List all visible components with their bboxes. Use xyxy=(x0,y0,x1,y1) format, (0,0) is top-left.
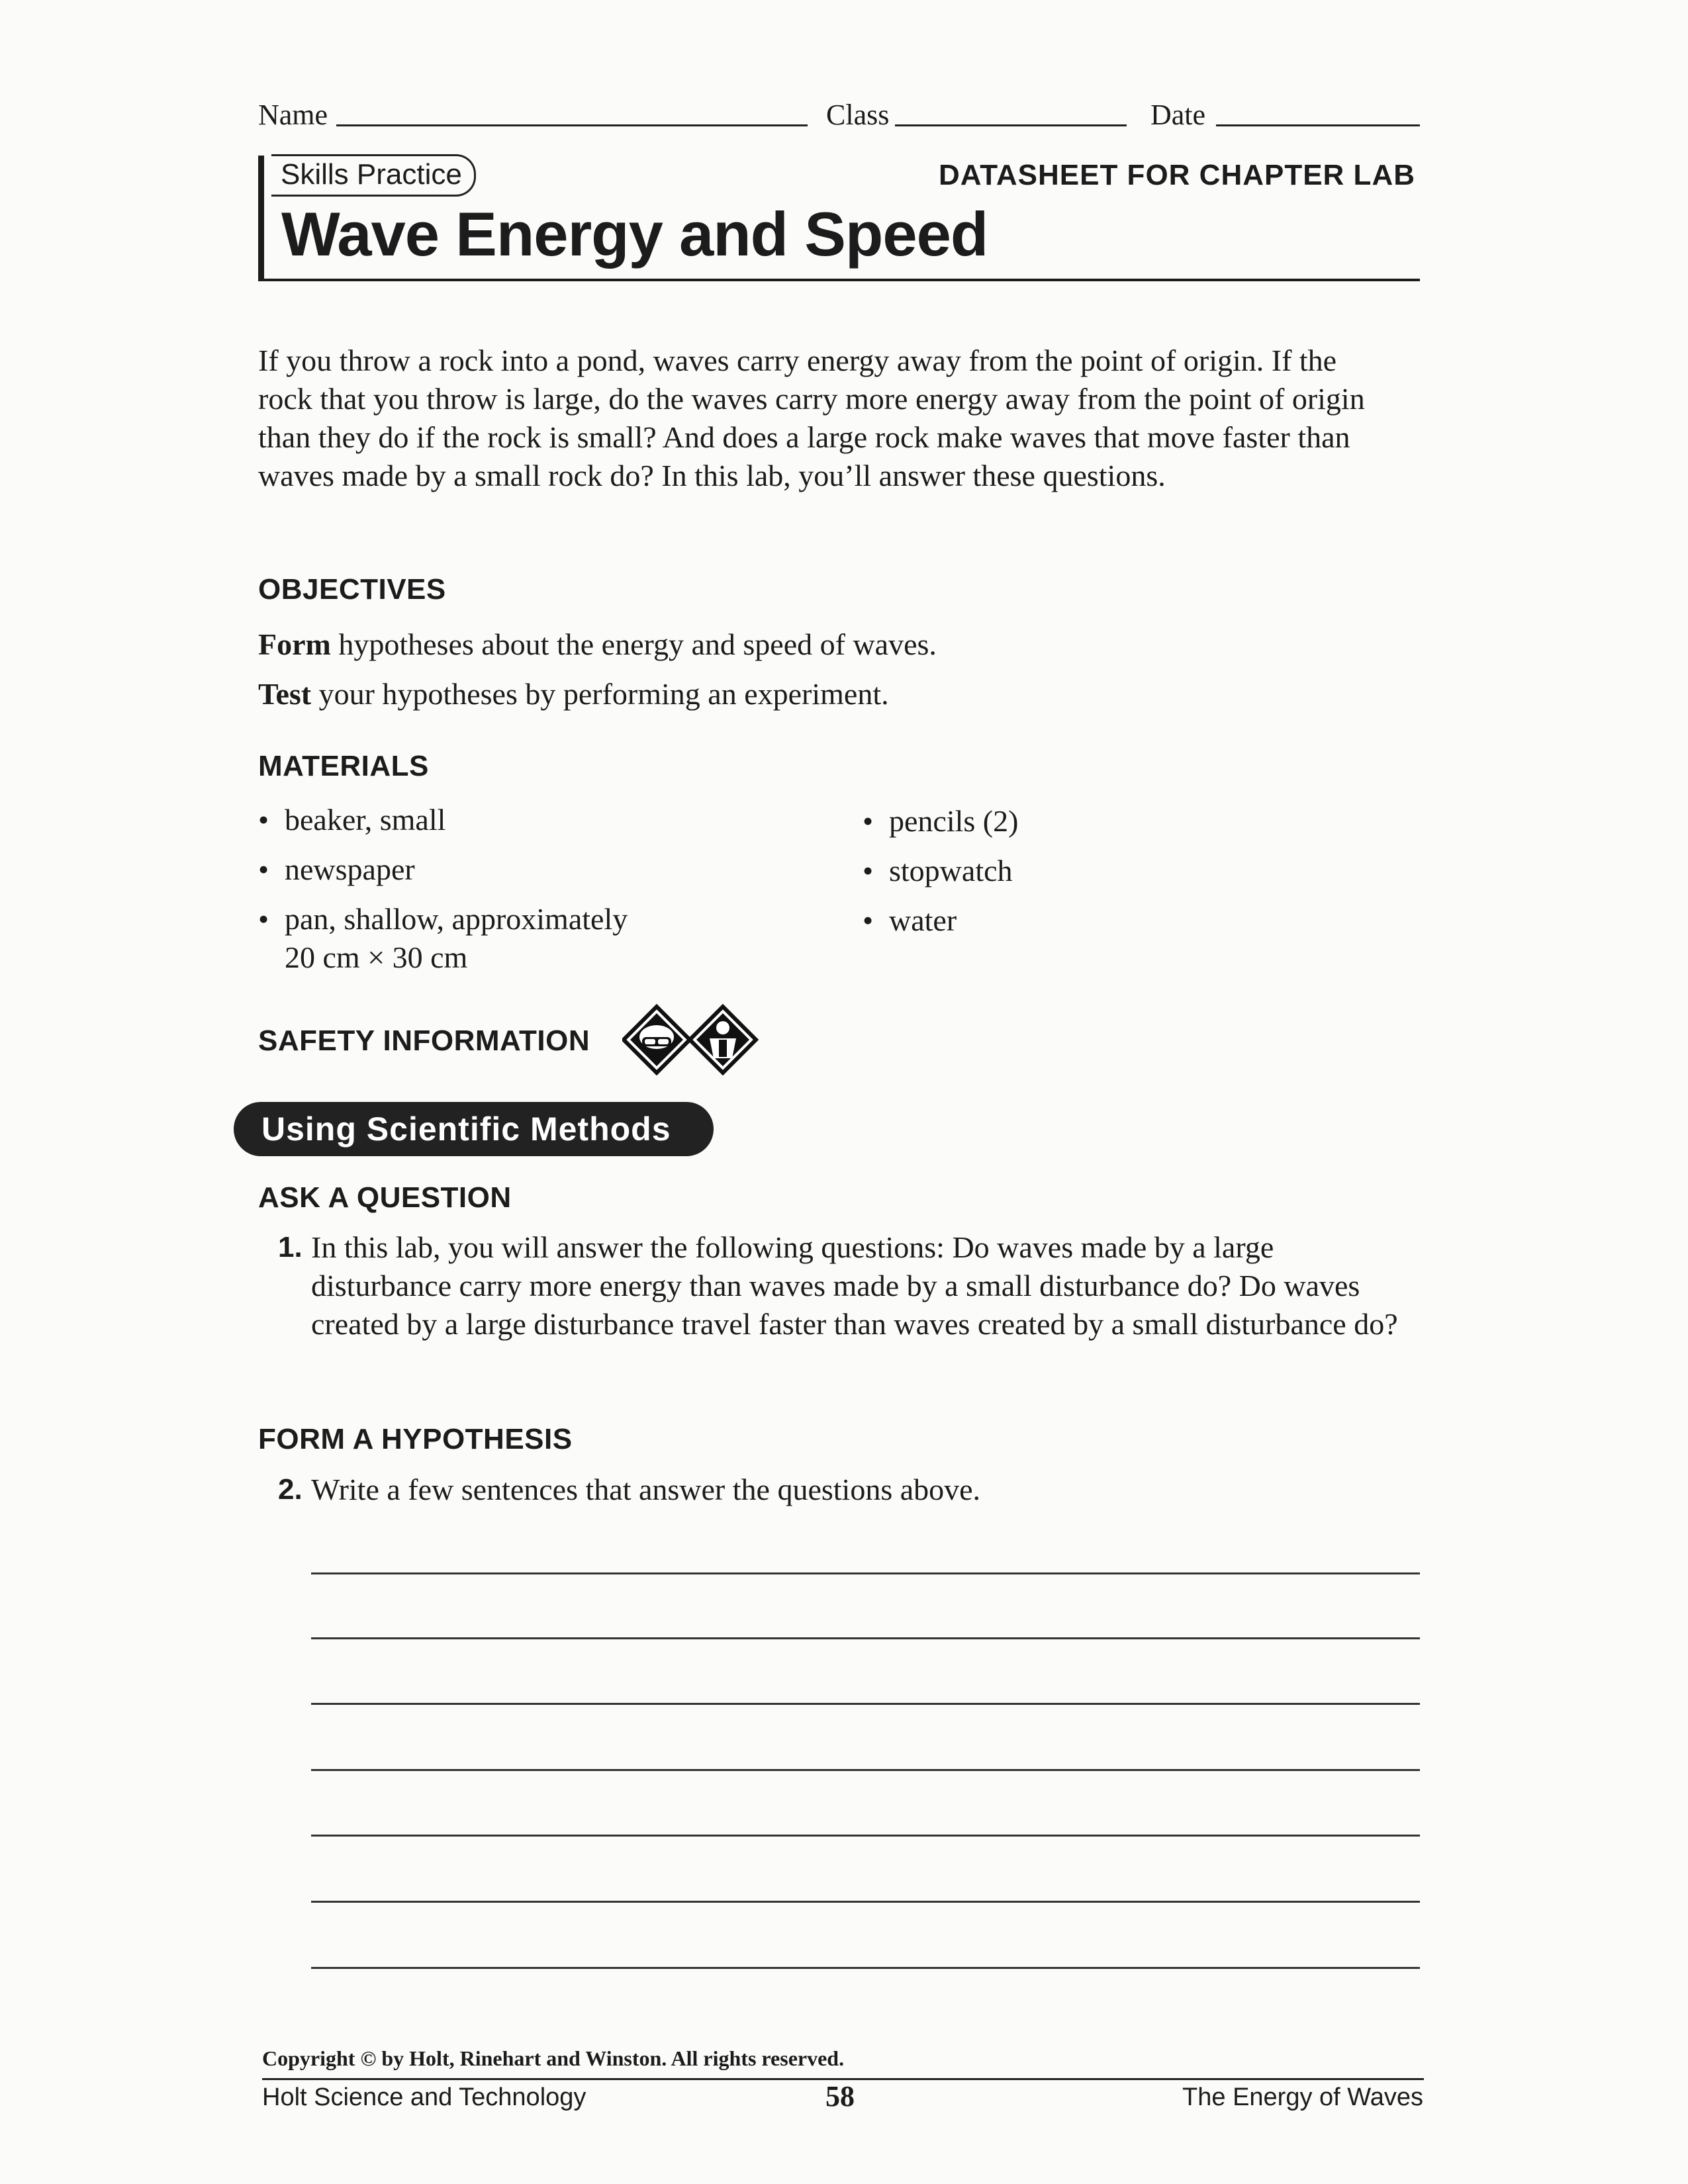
objective-text: hypotheses about the energy and speed of waves. xyxy=(330,627,937,661)
chapter-title: The Energy of Waves xyxy=(1182,2083,1423,2111)
question-text: Write a few sentences that answer the questions above. xyxy=(311,1473,981,1506)
material-item: • water xyxy=(863,903,957,937)
objective-verb: Form xyxy=(258,627,331,661)
answer-line[interactable] xyxy=(311,1572,1420,1574)
question-2 xyxy=(278,1471,1420,1509)
ask-question-heading: ASK A QUESTION xyxy=(258,1181,512,1214)
book-title: Holt Science and Technology xyxy=(262,2083,586,2111)
objectives-heading: OBJECTIVES xyxy=(258,573,446,606)
objective-text: your hypotheses by performing an experiment. xyxy=(311,677,889,711)
class-label: Class xyxy=(826,99,890,131)
material-item: • stopwatch xyxy=(863,854,1013,887)
copyright-notice: Copyright © by Holt, Rinehart and Winston. All rights reserved. xyxy=(262,2046,845,2070)
material-item: • beaker, small xyxy=(258,803,446,837)
header-fields xyxy=(258,98,1420,138)
material-item: • newspaper xyxy=(258,852,415,886)
scientific-methods-banner: Using Scientific Methods xyxy=(234,1102,714,1156)
question-number: 2. xyxy=(278,1473,303,1506)
datasheet-label: DATASHEET FOR CHAPTER LAB xyxy=(938,159,1415,191)
clothing-protection-icon xyxy=(690,1007,756,1073)
question-number: 1. xyxy=(278,1231,303,1263)
material-item-continued: 20 cm × 30 cm xyxy=(285,940,468,974)
answer-line[interactable] xyxy=(311,1637,1420,1639)
hypothesis-heading: FORM A HYPOTHESIS xyxy=(258,1423,573,1455)
objective-verb: Test xyxy=(258,677,312,711)
page-title: Wave Energy and Speed xyxy=(281,199,988,269)
material-item: • pan, shallow, approximately xyxy=(258,902,628,936)
objective-item xyxy=(258,625,937,664)
title-side-bar xyxy=(258,156,264,281)
title-rule xyxy=(258,279,1420,281)
class-field[interactable] xyxy=(895,98,1127,126)
answer-line[interactable] xyxy=(311,1901,1420,1903)
material-item: • pencils (2) xyxy=(863,804,1019,838)
skills-practice-tag: Skills Practice xyxy=(271,154,476,197)
answer-line[interactable] xyxy=(311,1703,1420,1705)
answer-line[interactable] xyxy=(311,1835,1420,1837)
safety-heading: SAFETY INFORMATION xyxy=(258,1024,590,1057)
date-label: Date xyxy=(1150,99,1206,131)
question-text: In this lab, you will answer the following questions: Do waves made by a large disturbance carry more energy than waves made by a small disturbance do? Do waves created by a large disturbance travel faster than waves created by a small disturbance do? xyxy=(311,1230,1398,1341)
name-field[interactable] xyxy=(336,98,808,126)
answer-line[interactable] xyxy=(311,1769,1420,1771)
objective-item xyxy=(258,675,889,713)
page-number: 58 xyxy=(825,2080,855,2113)
answer-line[interactable] xyxy=(311,1967,1420,1969)
intro-paragraph: If you throw a rock into a pond, waves carry energy away from the point of origin. If the rock that you throw is large, do the waves carry more energy away from the point of origin than they do if the rock is small? And does a large rock make waves that move faster than waves made by a small rock do? In this lab, you’ll answer these questions. xyxy=(258,343,1365,492)
safety-icons xyxy=(622,1003,768,1085)
name-label: Name xyxy=(258,99,328,131)
materials-heading: MATERIALS xyxy=(258,750,429,782)
date-field[interactable] xyxy=(1216,98,1420,126)
eye-protection-icon xyxy=(622,1003,768,1082)
eye-protection-icon xyxy=(624,1007,690,1073)
question-1 xyxy=(278,1228,1420,1341)
